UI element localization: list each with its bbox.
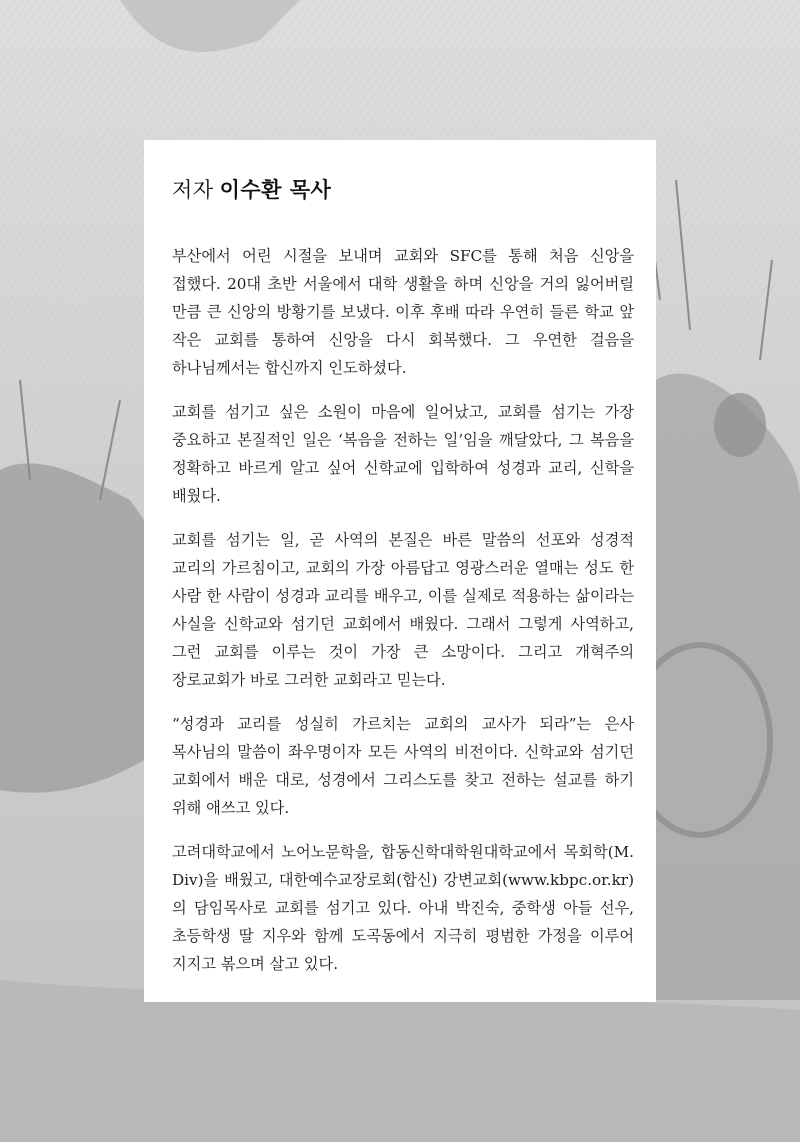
bio-paragraph-1: 부산에서 어린 시절을 보내며 교회와 SFC를 통해 처음 신앙을 접했다. 20대 초반 서울에서 대학 생활을 하며 신앙을 거의 잃어버릴 만큼 큰 신앙의 방황기를 보냈다. 이후 후배 따라 우연히 들른 학교 앞 작은 교회를 통하여 신앙을 다시 회복했다. 그 우연한 걸음을 하나님께서는 합신까지 인도하셨다. [172,247,634,377]
author-bio-panel [144,140,656,1002]
bio-paragraph-2: 교회를 섬기고 싶은 소원이 마음에 일어났고, 교회를 섬기는 가장 중요하고 본질적인 일은 ‘복음을 전하는 일’임을 깨달았다, 그 복음을 정확하고 바르게 알고 싶어 신학교에 입학하여 성경과 교리, 신학을 배웠다. [172,403,634,505]
bio-paragraph-4: “성경과 교리를 성실히 가르치는 교회의 교사가 되라”는 은사 목사님의 말씀이 좌우명이자 모든 사역의 비전이다. 신학교와 섬기던 교회에서 배운 대로, 성경에서 그리스도를 찾고 전하는 설교를 하기 위해 애쓰고 있다. [172,715,634,817]
bio-paragraph-3: 교회를 섬기는 일, 곧 사역의 본질은 바른 말씀의 선포와 성경적 교리의 가르침이고, 교회의 가장 아름답고 영광스러운 열매는 성도 한 사람 한 사람이 성경과 교리를 배우고, 이를 실제로 적용하는 삶이라는 사실을 신학교와 섬기던 교회에서 배웠다. 그래서 그렇게 사역하고, 그런 교회를 이루는 것이 가장 큰 소망이다. 그리고 개혁주의 장로교회가 바로 그러한 교회라고 믿는다. [172,531,634,689]
author-heading-prefix: 저자 [172,178,214,202]
author-name: 이수환 목사 [219,178,332,202]
bio-paragraph-5: 고려대학교에서 노어노문학을, 합동신학대학원대학교에서 목회학(M. Div)을 배웠고, 대한예수교장로회(합신) 강변교회(www.kbpc.or.kr)의 담임목사로 교회를 섬기고 있다. 아내 박진숙, 중학생 아들 선우, 초등학생 딸 지우와 함께 도곡동에서 지극히 평범한 가정을 이루어 지지고 볶으며 살고 있다. [172,843,634,973]
author-heading [172,174,634,204]
